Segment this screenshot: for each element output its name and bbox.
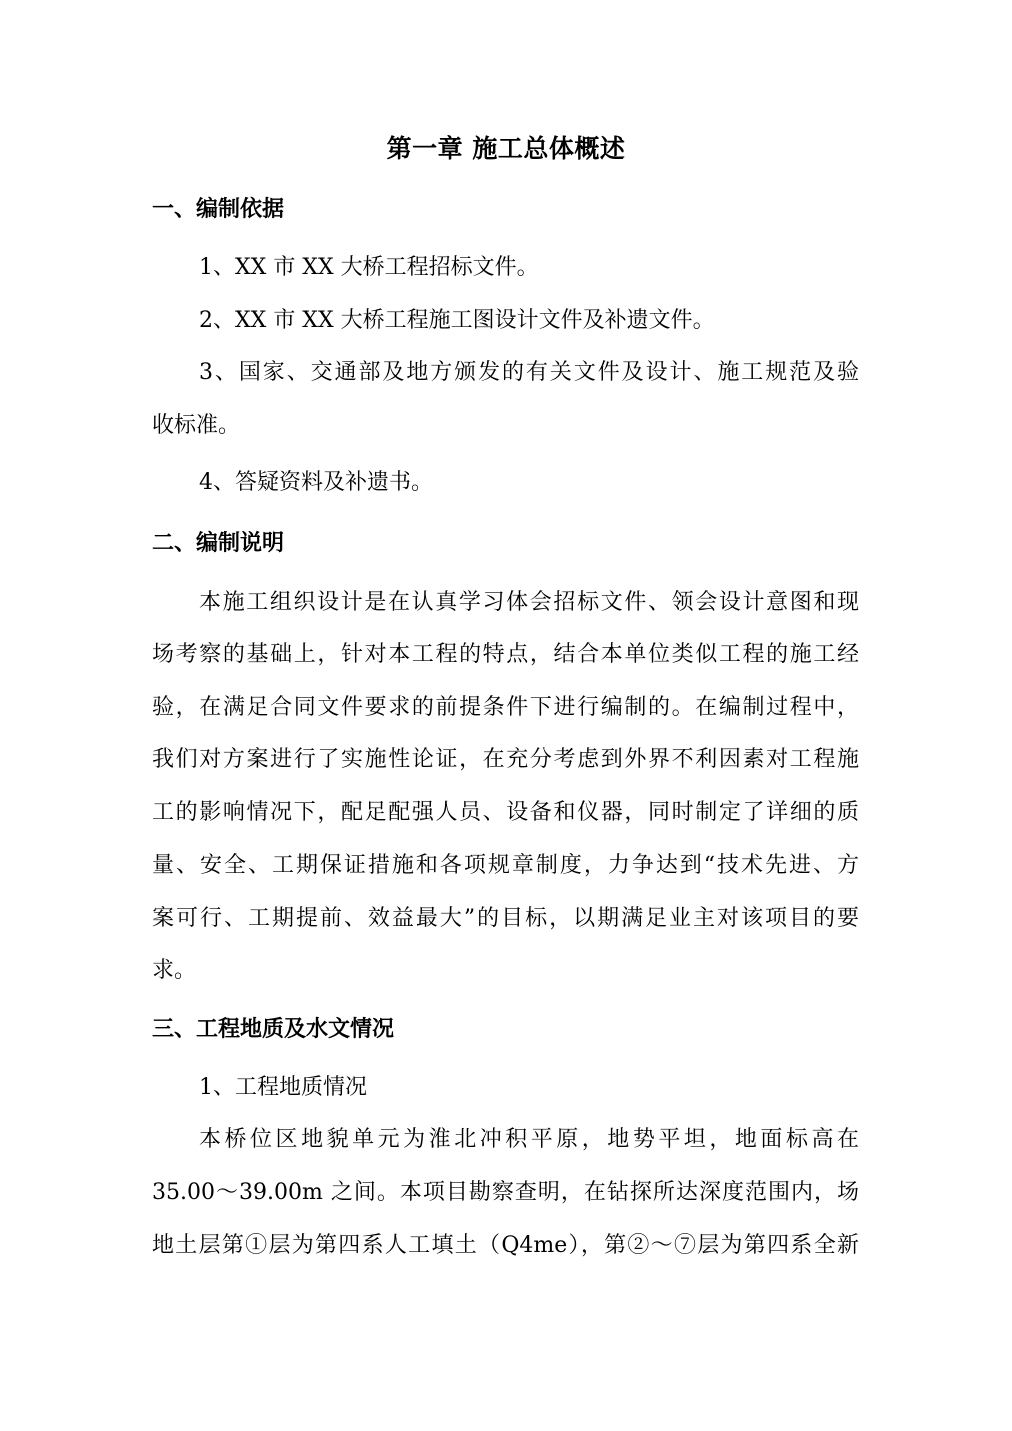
section-heading-geology: 三、工程地质及水文情况 — [152, 1016, 395, 1042]
basis-item-4: 4、答疑资料及补遗书。 — [199, 470, 433, 495]
basis-item-3-cont: 收标准。 — [152, 413, 241, 438]
description-line-2: 场考察的基础上，针对本工程的特点，结合本单位类似工程的施工经 — [152, 642, 859, 667]
chapter-title: 第一章 施工总体概述 — [386, 134, 626, 163]
description-line-1: 本施工组织设计是在认真学习体会招标文件、领会设计意图和现 — [199, 590, 859, 615]
description-line-5: 工的影响情况下，配足配强人员、设备和仪器，同时制定了详细的质 — [152, 800, 859, 825]
section-heading-basis: 一、编制依据 — [152, 196, 285, 222]
description-line-7: 案可行、工期提前、效益最大”的目标，以期满足业主对该项目的要 — [152, 906, 859, 931]
geology-line-2: 35.00～39.00m 之间。本项目勘察查明，在钻探所达深度范围内，场 — [152, 1180, 859, 1205]
geology-line-1: 本桥位区地貌单元为淮北冲积平原，地势平坦，地面标高在 — [199, 1127, 859, 1152]
geology-line-3: 地土层第①层为第四系人工填土（Q4me），第②～⑦层为第四系全新 — [152, 1233, 859, 1258]
basis-item-2: 2、XX 市 XX 大桥工程施工图设计文件及补遗文件。 — [199, 308, 715, 333]
basis-item-1: 1、XX 市 XX 大桥工程招标文件。 — [199, 255, 539, 280]
geology-subheading: 1、工程地质情况 — [199, 1075, 367, 1100]
description-line-4: 我们对方案进行了实施性论证，在充分考虑到外界不利因素对工程施 — [152, 747, 859, 772]
description-line-6: 量、安全、工期保证措施和各项规章制度，力争达到“技术先进、方 — [152, 853, 859, 878]
basis-item-3: 3、国家、交通部及地方颁发的有关文件及设计、施工规范及验 — [199, 360, 859, 385]
section-heading-description: 二、编制说明 — [152, 530, 285, 556]
description-line-3: 验，在满足合同文件要求的前提条件下进行编制的。在编制过程中， — [152, 695, 859, 720]
description-line-8: 求。 — [152, 958, 197, 983]
